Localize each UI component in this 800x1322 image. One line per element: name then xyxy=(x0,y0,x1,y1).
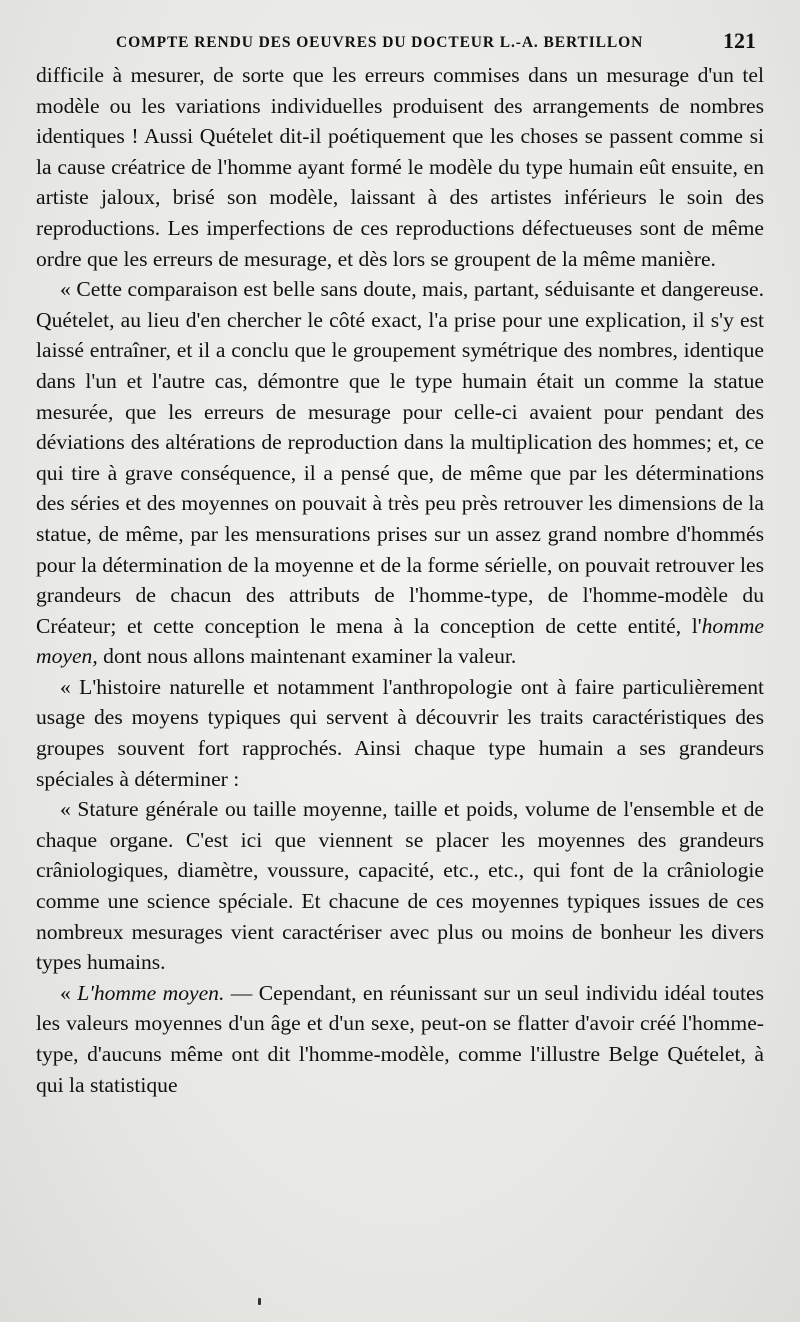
paragraph-4-text: « Stature générale ou taille moyenne, taille et poids, volume de l'ensemble et de chaque organe. C'est ici que viennent se placer les moyennes des grandeurs crâniologiques, diamètre, voussure, capacité, etc., etc., qui font de la crâniologie comme une science spéciale. Et chacune de ces moyennes typiques issues de ces nombreux mesurages vient caractériser avec plus ou moins de bonheur les divers types humains. xyxy=(36,797,764,975)
paragraph-1-text: difficile à mesurer, de sorte que les erreurs commises dans un mesurage d'un tel modèle ou les variations individuelles produisent des arrangements de nombres identiques ! Aussi Quételet dit-il poétiquement que les choses se passent comme si la cause créatrice de l'homme ayant formé le modèle du type humain eût ensuite, en artiste jaloux, brisé son modèle, laissant à des artistes inférieurs le soin des reproductions. Les imperfections de ces reproductions défectueuses sont de même ordre que les erreurs de mesurage, et dès lors se groupent de la même manière. xyxy=(36,63,764,271)
paragraph-2 xyxy=(36,274,764,672)
page-number: 121 xyxy=(723,28,756,53)
body-text xyxy=(36,60,764,1100)
paragraph-5-text: — Cependant, en réunissant sur un seul individu idéal toutes les valeurs moyennes d'un âge et d'un sexe, peut-on se flatter d'avoir créé l'homme-type, d'aucuns même ont dit l'homme-modèle, comme l'illustre Belge Quételet, à qui la statistique xyxy=(36,980,764,1097)
paragraph-2-italic: homme moyen, xyxy=(36,613,764,669)
paragraph-5 xyxy=(36,978,764,1100)
running-title: COMPTE RENDU DES OEUVRES DU DOCTEUR L.-A. BERTILLON xyxy=(116,34,644,51)
paragraph-3 xyxy=(36,672,764,794)
paragraph-4 xyxy=(36,794,764,978)
paragraph-2-text-b: dont nous allons maintenant examiner la valeur. xyxy=(97,644,517,669)
paragraph-2-text-a: « Cette comparaison est belle sans doute, mais, partant, séduisante et dangereuse. Quételet, au lieu d'en chercher le côté exact, l'a prise pour une explication, il s'y est laissé entraîner, et il a conclu que le groupement symétrique des nombres, identique dans l'un et l'autre cas, démontre que le type humain était un comme la statue mesurée, que les erreurs de mesurage pour celle-ci avaient pour pendant des déviations des altérations de reproduction dans la multiplication des hommes; et, ce qui tire à grave conséquence, il a pensé que, de même que par les déterminations des séries et des moyennes on pouvait à très peu près retrouver les dimensions de la statue, de même, par les mensurations prises sur un assez grand nombre d'hommés pour la détermination de la moyenne et de la forme sérielle, on pouvait retrouver les grandeurs de chacun des attributs de l'homme-type, de l'homme-modèle du Créateur; et cette conception le mena à la conception de cette entité, l' xyxy=(36,277,764,638)
paragraph-5-italic: L'homme moyen. xyxy=(77,980,225,1005)
ink-speck xyxy=(258,1298,261,1305)
running-head xyxy=(36,24,764,60)
paragraph-5-lead: « xyxy=(60,980,78,1005)
paragraph-1 xyxy=(36,60,764,274)
paragraph-3-text: « L'histoire naturelle et notamment l'anthropologie ont à faire particulièrement usage des moyens typiques qui servent à découvrir les traits caractéristiques des groupes souvent fort rapprochés. Ainsi chaque type humain a ses grandeurs spéciales à déterminer : xyxy=(36,674,764,791)
